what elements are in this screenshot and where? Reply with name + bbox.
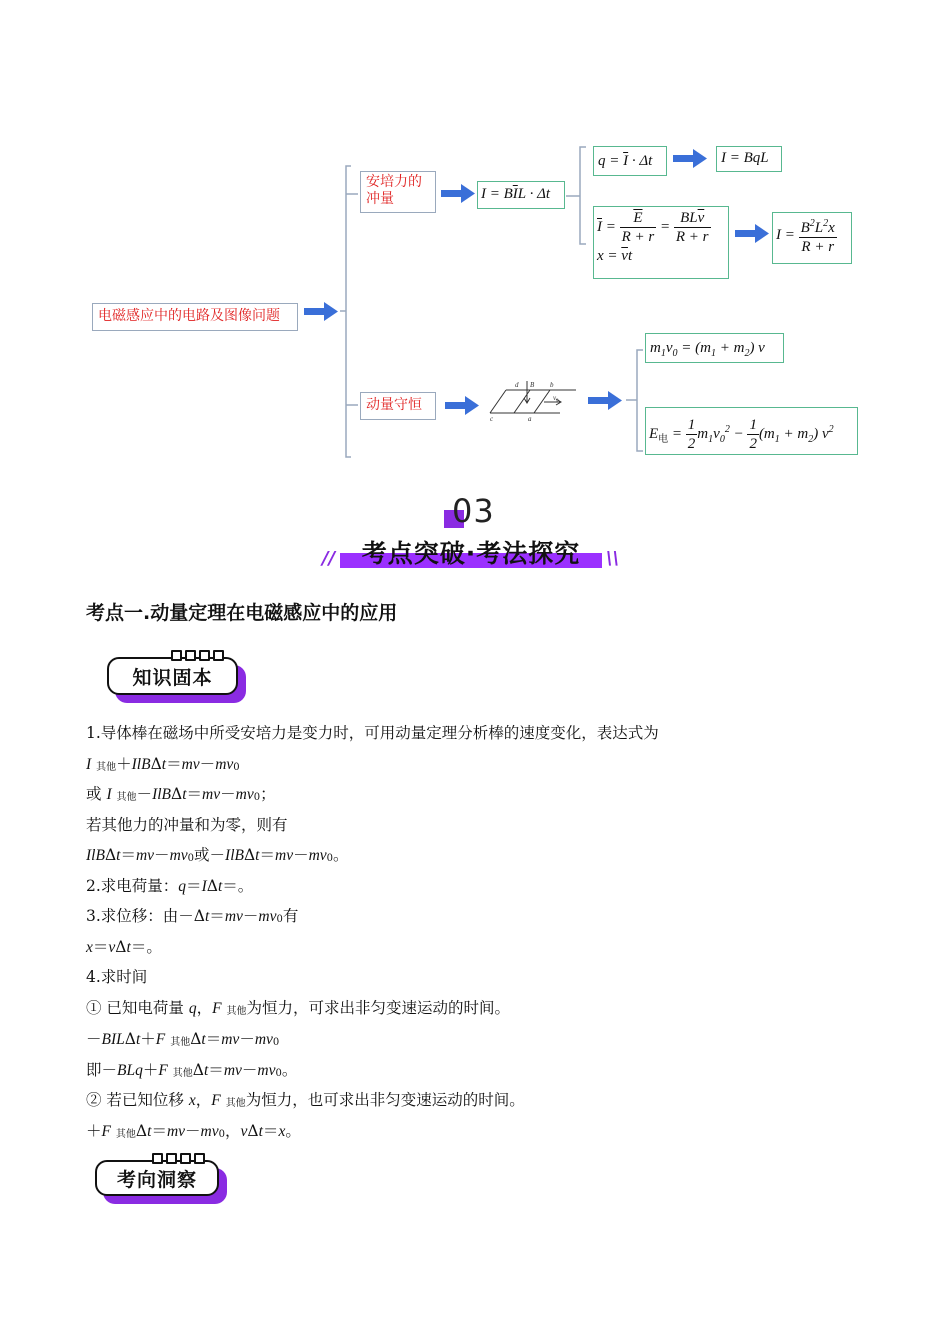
- topic-heading: 考点一.动量定理在电磁感应中的应用: [86, 602, 398, 624]
- section-title: 考点突破·考法探究: [361, 539, 581, 568]
- formula-I-BqL: I = BqL: [716, 146, 782, 172]
- fig-label-c: c: [490, 415, 494, 423]
- body-line-13-text: ② 若已知位移: [86, 1091, 184, 1109]
- body-line-2: I 其他＋IlBΔt＝mv－mv0: [86, 755, 240, 773]
- bracket-lower: [626, 350, 643, 451]
- body-line-10: ① 已知电荷量 q，F 其他为恒力，可求出非匀变速运动的时间。: [86, 999, 511, 1017]
- arrow-to-bql: [673, 149, 707, 168]
- formula-avg-current: $\overline{I}$ = $\frac{\overline{E}}{R + r}$ = $\frac{BL\overline{v}}{R + r}$ $x = \overline{v}t$: [593, 206, 729, 279]
- body-line-8: x＝vΔt＝。: [86, 938, 162, 956]
- body-line-3: 或 I 其他－IlBΔt＝mv－mv0；: [86, 785, 276, 803]
- body-line-6: 2.求电荷量：q＝IΔt＝。: [86, 877, 254, 895]
- body-line-7: 3.求位移：由－Δt＝mv－mv0有: [86, 907, 299, 925]
- badge-insight: [95, 1160, 219, 1196]
- badge-insight-label: 考向洞察: [95, 1160, 219, 1196]
- fig-label-b: b: [550, 381, 554, 389]
- fig-label-v0: v₀: [553, 394, 559, 402]
- mindmap-branch-momentum: 动量守恒: [360, 392, 436, 420]
- arrow-branch1: [441, 184, 475, 203]
- main-bracket: [340, 166, 351, 457]
- body-line-12: 即－BLq＋F 其他Δt＝mv－mv0。: [86, 1061, 298, 1079]
- fig-label-B: B: [530, 381, 535, 389]
- bracket-upper: [566, 147, 586, 244]
- formula-I-BIL: $I = B\overline{I}L \cdot \Delta t$: [477, 181, 565, 209]
- banner-slash-right: \\: [606, 548, 620, 569]
- body-line-11: －BILΔt＋F 其他Δt＝mv－mv0: [86, 1030, 280, 1048]
- fig-label-a: a: [528, 415, 532, 423]
- formula-energy: $E_电$ = $\frac{1}{2}$ $m_1v_0^2$ − $\frac{1}{2}$ $(m_1 + m_2)$ $v^2$: [645, 407, 858, 455]
- body-line-13: ② 若已知位移 x，F 其他为恒力，也可求出非匀变速运动的时间。: [86, 1091, 525, 1109]
- arrow-branch2: [445, 396, 479, 415]
- mindmap-root: 电磁感应中的电路及图像问题: [92, 303, 298, 331]
- arrow-root: [304, 302, 338, 321]
- banner-slash-left: //: [322, 548, 336, 569]
- formula-B2L2x: I = $\frac{B^2L^2x}{R + r}$: [772, 212, 852, 264]
- arrow-figure: [588, 391, 622, 410]
- body-line-7-text: 3.求位移：由－Δ: [86, 907, 205, 925]
- body-line-1: 1.导体棒在磁场中所受安培力是变力时，可用动量定理分析棒的速度变化，表达式为: [86, 724, 659, 742]
- fig-label-d: d: [515, 381, 519, 389]
- formula-q: $q = \overline{I} \cdot \Delta t$: [593, 146, 667, 176]
- section-number: 03: [452, 492, 495, 530]
- body-line-4: 若其他力的冲量和为零，则有: [86, 816, 288, 834]
- body-line-5: IlBΔt＝mv－mv0或－IlBΔt＝mv－mv0。: [86, 846, 349, 864]
- badge-knowledge: [107, 657, 238, 695]
- body-line-9: 4.求时间: [86, 968, 148, 986]
- body-line-6-text: 2.求电荷量：: [86, 877, 179, 895]
- formula-momentum: $m_1v_0 = (m_1 + m_2)$ v: [645, 333, 784, 363]
- body-line-10-text: ① 已知电荷量: [86, 999, 184, 1017]
- mindmap-branch-impulse: 安培力的冲量: [360, 171, 436, 213]
- arrow-to-b2l2x: [735, 224, 769, 243]
- badge-knowledge-label: 知识固本: [107, 657, 238, 695]
- body-line-14: ＋F 其他Δt＝mv－mv0，vΔt＝x。: [86, 1122, 301, 1140]
